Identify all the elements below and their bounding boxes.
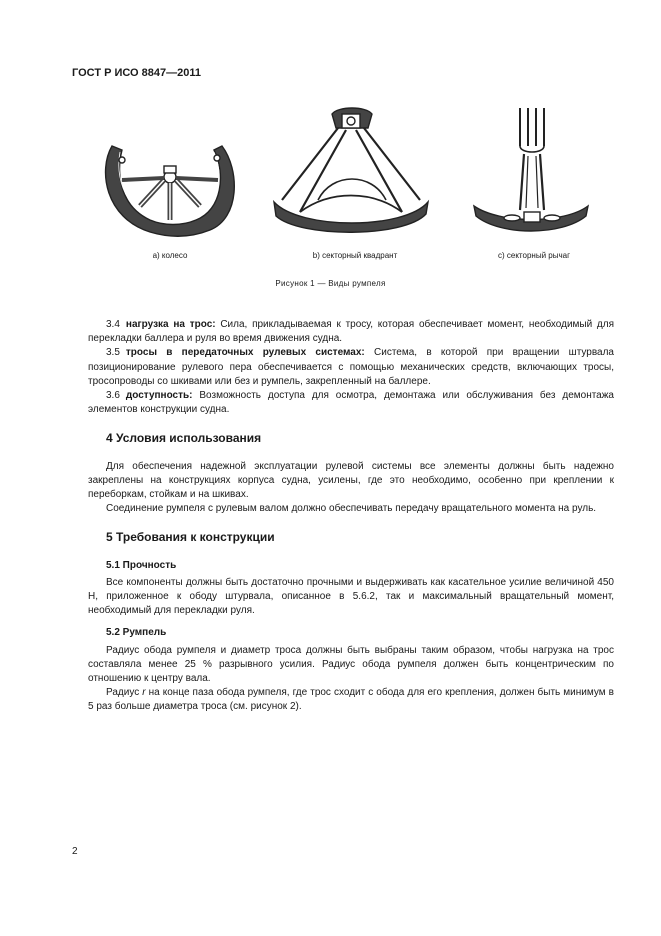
section-4-paragraph-2: Соединение румпеля с рулевым валом должно обеспечивать передачу вращательного момента на руль. — [106, 503, 597, 515]
subsection-5-2-paragraph-1: Радиус обода румпеля и диаметр троса должны быть выбраны таким образом, чтобы нагрузка на трос составляла менее 25 % разрывного усилия. Радиус обода румпеля должен быть концентрическим по отношению к центру вала. — [88, 644, 614, 685]
wheel-tiller-drawing — [106, 146, 235, 236]
subsection-5-2-title: 5.2 Румпель — [106, 627, 167, 639]
section-4-paragraph-1: Для обеспечения надежной эксплуатации рулевой системы все элементы должны быть надежно закреплены на конструкциях корпуса судна, усилены, где это необходимо, особенно при креплении к переборкам, стойкам и на шкивах. — [88, 460, 614, 501]
page-number: 2 — [72, 846, 78, 857]
definition-3-6: 3.6 доступность: Возможность доступа для осмотра, демонтажа или обслуживания без демонтажа элементов конструкции судна. — [88, 390, 614, 416]
sector-lever-drawing — [474, 108, 588, 231]
tiller-figures — [0, 100, 661, 270]
figure-caption-b: b) секторный квадрант — [312, 251, 398, 260]
subsection-5-1-title: 5.1 Прочность — [106, 559, 177, 571]
definition-3-5: 3.5 тросы в передаточных рулевых системах: Система, в которой при вращении штурвала позиционирование рулевого пера обеспечивается с помощью механических средств, включающих тросы, тросопроводы со шкивами или без и румпель, закрепленный на баллере. — [88, 347, 614, 387]
sector-quadrant-drawing — [274, 108, 428, 232]
subsection-5-1-paragraph: Все компоненты должны быть достаточно прочными и выдерживать как касательное усилие величиной 450 Н, приложенное к ободу штурвала, описанное в 5.6.2, так и максимальный вращательный момент, необходимый для перекладки руля. — [88, 576, 614, 617]
figure-caption-a: а) колесо — [152, 251, 188, 260]
figure-title: Рисунок 1 — Виды румпеля — [275, 279, 386, 288]
subsection-5-2-paragraph-2: Радиус r на конце паза обода румпеля, где трос сходит с обода для его крепления, должен быть минимум в 5 раз больше диаметра троса (см. рисунок 2). — [88, 687, 614, 713]
definition-3-4: 3.4 нагрузка на трос: Сила, прикладываемая к тросу, которая обеспечивает момент, необходимый для перекладки баллера и руля во время движения судна. — [88, 319, 615, 345]
document-header: ГОСТ Р ИСО 8847—2011 — [72, 67, 202, 79]
document-body — [88, 318, 614, 715]
figure-caption-c: с) секторный рычаг — [498, 251, 570, 260]
section-4-title: 4 Условия использования — [106, 431, 262, 446]
section-5-title: 5 Требования к конструкции — [106, 530, 275, 545]
